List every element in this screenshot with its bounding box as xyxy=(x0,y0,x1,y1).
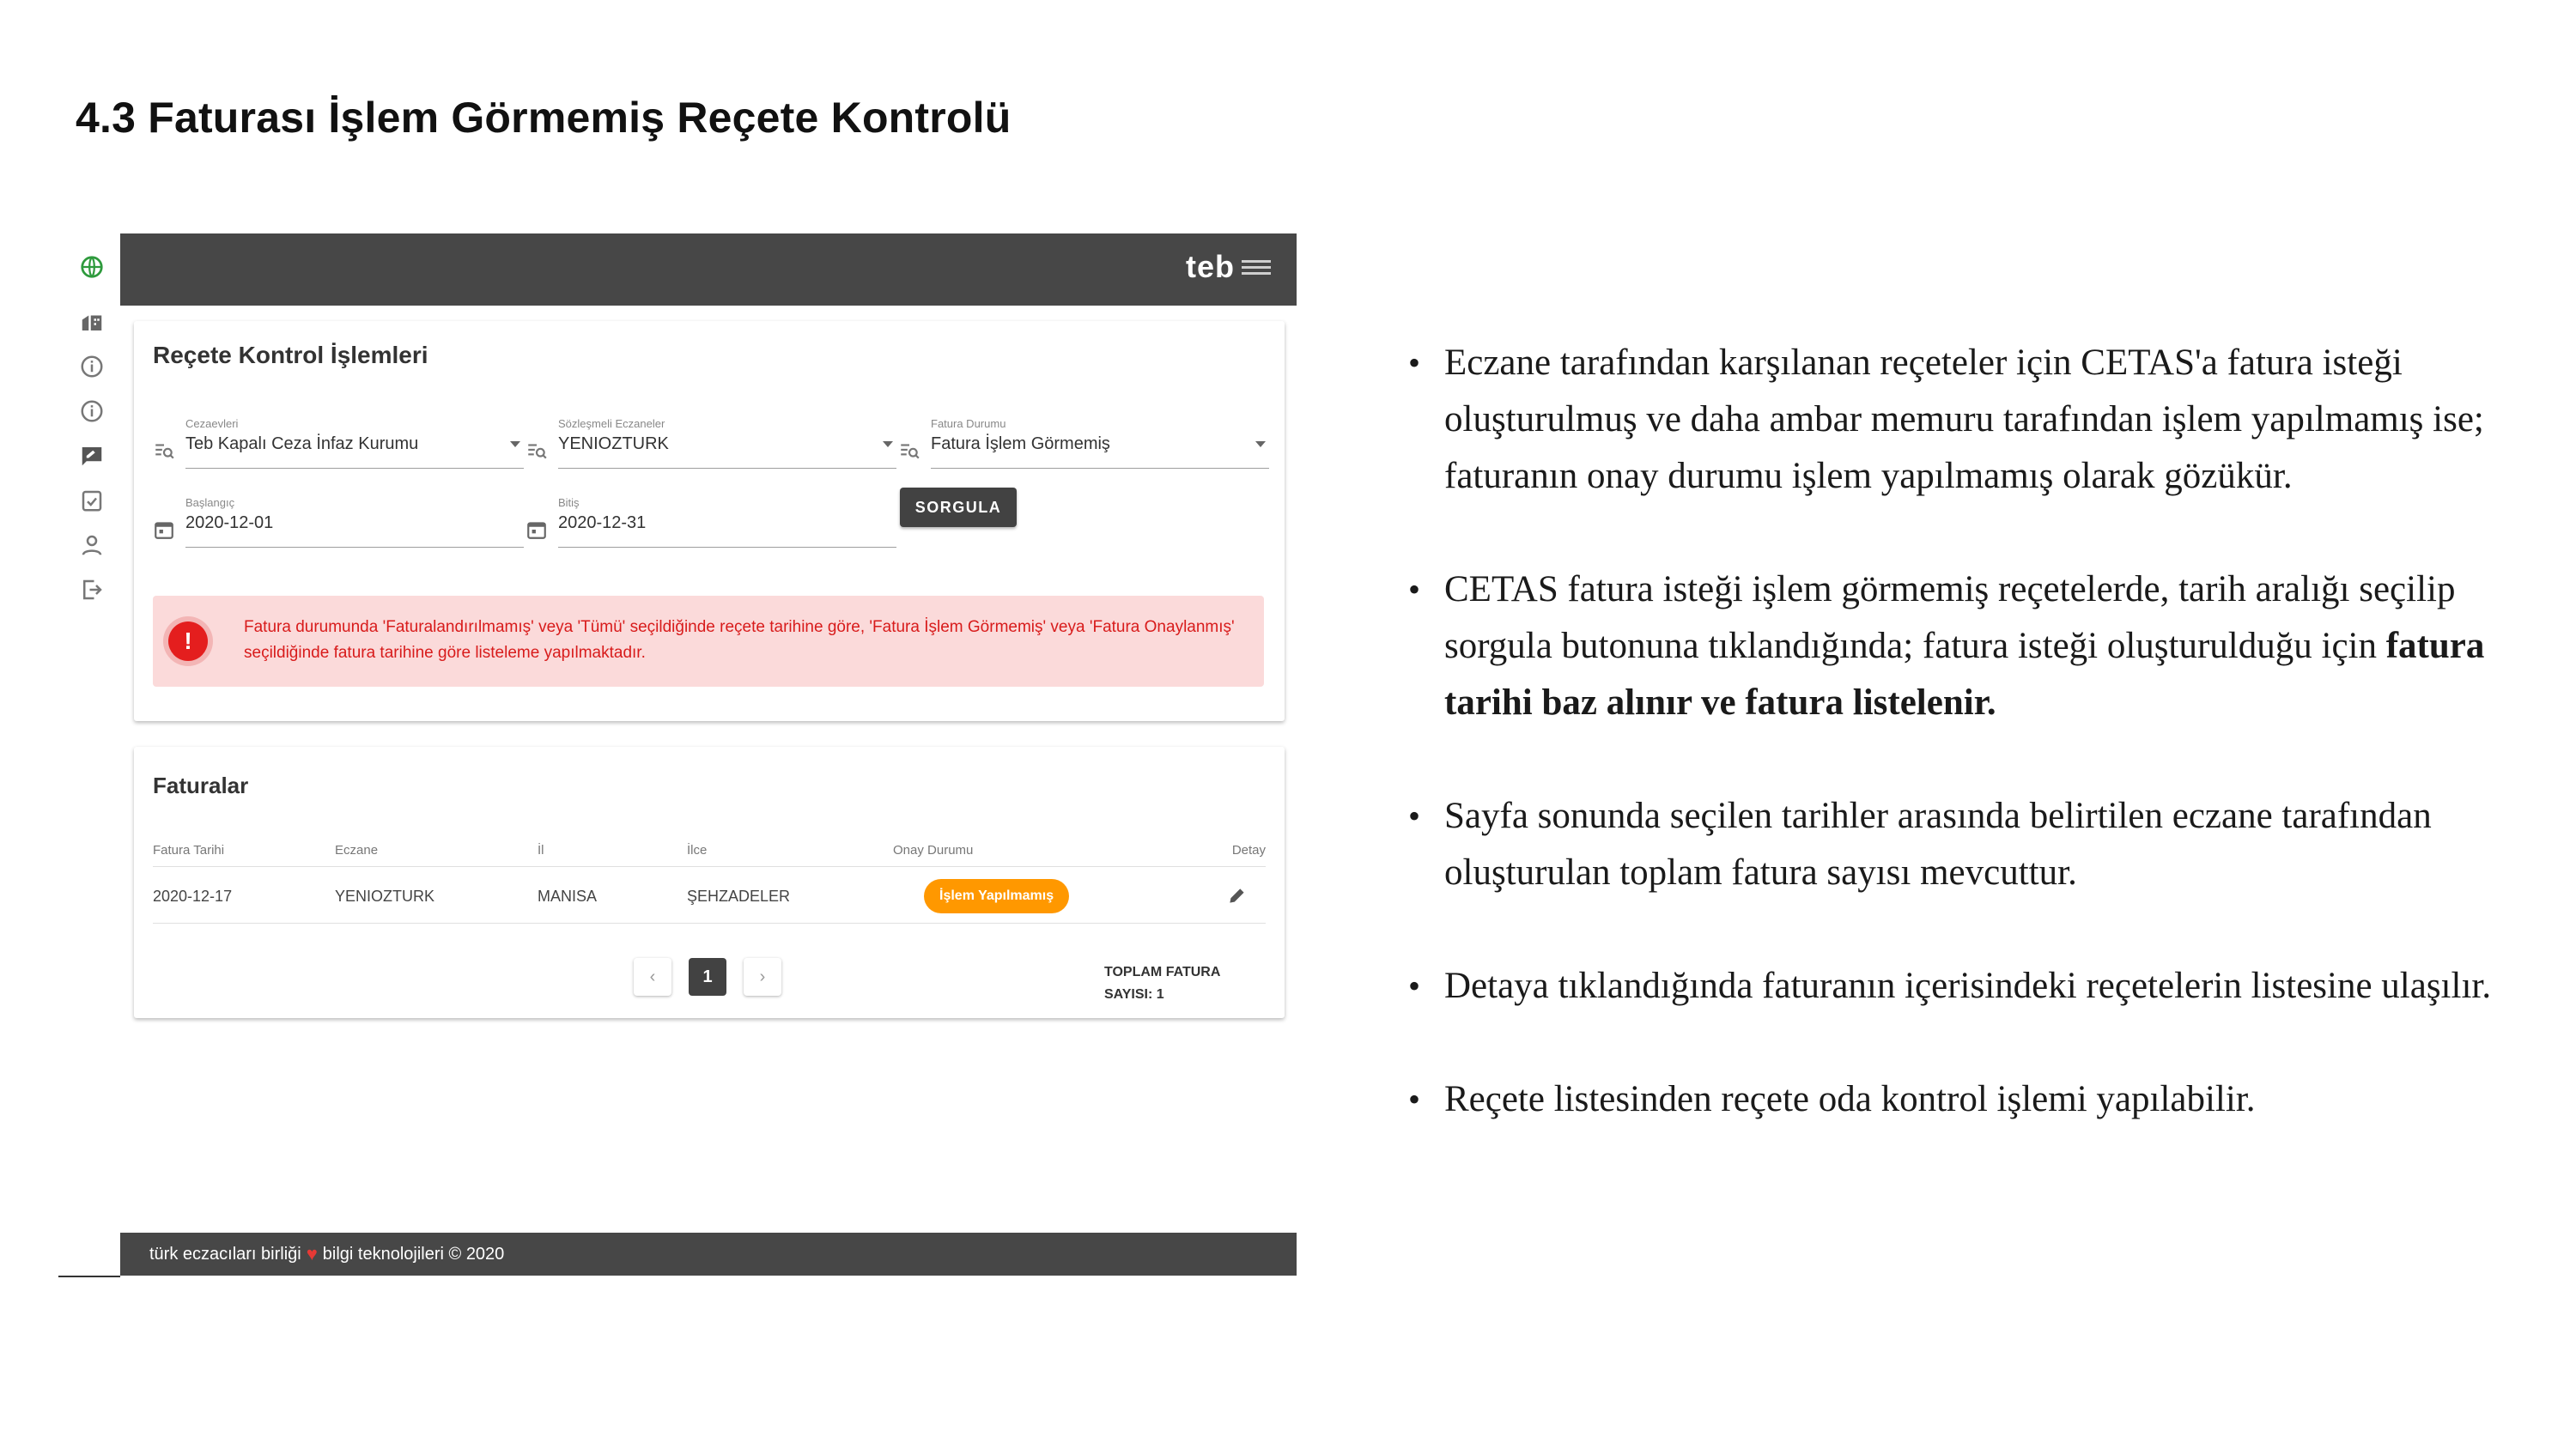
invoice-status-label: Fatura Durumu xyxy=(931,417,1006,430)
calendar-icon xyxy=(526,518,548,541)
query-button[interactable]: SORGULA xyxy=(900,488,1017,527)
info-icon[interactable] xyxy=(77,352,106,381)
table-row[interactable] xyxy=(153,867,1266,924)
app-header xyxy=(120,233,1297,306)
search-list-icon xyxy=(526,440,548,462)
app-footer xyxy=(120,1233,1297,1276)
brand-name: teb xyxy=(1186,249,1235,284)
message-icon[interactable] xyxy=(77,441,106,470)
pagination xyxy=(634,958,781,996)
pharmacy-value: YENIOZTURK xyxy=(558,434,669,453)
table-header xyxy=(153,833,1266,867)
globe-icon[interactable] xyxy=(77,252,106,282)
start-date-field[interactable] xyxy=(153,496,524,548)
filter-card xyxy=(134,321,1285,721)
prison-select[interactable] xyxy=(153,417,524,469)
alert-text: Fatura durumunda 'Faturalandırılmamış' veya 'Tümü' seçildiğinde reçete tarihine göre, 'Fatura İşlem Görmemiş' veya 'Fatura Onaylanmış' seçildiğinde fatura tarihine göre listeleme yapılmaktadır. xyxy=(244,618,1235,662)
user-icon[interactable] xyxy=(77,530,106,560)
cell-district: ŞEHZADELER xyxy=(687,888,791,905)
status-badge: İşlem Yapılmamış xyxy=(924,879,1069,913)
search-list-icon xyxy=(898,440,920,462)
next-page-button[interactable]: › xyxy=(744,958,781,996)
cell-date: 2020-12-17 xyxy=(153,888,233,905)
brand-logo xyxy=(1186,249,1271,285)
info-circle-icon[interactable] xyxy=(77,397,106,426)
building-icon[interactable] xyxy=(77,307,106,336)
prison-value: Teb Kapalı Ceza İnfaz Kurumu xyxy=(185,434,419,453)
checklist-icon[interactable] xyxy=(77,486,106,515)
app-screenshot xyxy=(58,232,1303,1279)
pharmacy-select[interactable] xyxy=(526,417,896,469)
calendar-icon xyxy=(153,518,175,541)
col-invoice-date: Fatura Tarihi xyxy=(153,843,225,858)
start-date-value: 2020-12-01 xyxy=(185,513,274,532)
search-list-icon xyxy=(153,440,175,462)
chevron-down-icon xyxy=(1255,441,1266,447)
info-alert xyxy=(153,596,1264,687)
page-title: Reçete Kontrol İşlemleri xyxy=(153,342,428,368)
error-icon: ! xyxy=(168,621,208,661)
col-district: İlce xyxy=(687,843,708,858)
brand-mark-icon xyxy=(1242,260,1271,275)
start-date-label: Başlangıç xyxy=(185,496,235,509)
end-date-field[interactable] xyxy=(526,496,896,548)
invoices-title: Faturalar xyxy=(153,773,249,798)
total-invoice-count xyxy=(1104,961,1259,1006)
invoice-status-value: Fatura İşlem Görmemiş xyxy=(931,434,1110,453)
bullet-item: • Detaya tıklandığında faturanın içerisindeki reçetelerin listesine ulaşılır. xyxy=(1408,958,2550,1015)
end-date-value: 2020-12-31 xyxy=(558,513,647,532)
pharmacy-label: Sözleşmeli Eczaneler xyxy=(558,417,665,430)
col-city: İl xyxy=(538,843,544,858)
edit-icon[interactable] xyxy=(1226,884,1249,906)
bullet-item: • Eczane tarafından karşılanan reçeteler için CETAS'a fatura isteği oluşturulmuş ve daha ambar memuru tarafından işlem yapılmamış ise; faturanın onay durumu işlem yapılmamış olarak gözükür. xyxy=(1408,335,2550,505)
prev-page-button[interactable]: ‹ xyxy=(634,958,671,996)
bullet-list xyxy=(1408,335,2550,1185)
end-date-label: Bitiş xyxy=(558,496,580,509)
col-pharmacy: Eczane xyxy=(335,843,379,858)
bullet-item: • Reçete listesinden reçete oda kontrol işlemi yapılabilir. xyxy=(1408,1071,2550,1128)
slide-title: 4.3 Faturası İşlem Görmemiş Reçete Kontrolü xyxy=(76,94,1012,142)
bullet-item: • Sayfa sonunda seçilen tarihler arasında belirtilen eczane tarafından oluşturulan toplam fatura sayısı mevcuttur. xyxy=(1408,788,2550,901)
chevron-down-icon xyxy=(883,441,893,447)
logout-icon[interactable] xyxy=(77,575,106,604)
invoices-card xyxy=(134,747,1285,1018)
footer-copyright: bilgi teknolojileri © 2020 xyxy=(322,1244,505,1264)
chevron-down-icon xyxy=(510,441,520,447)
col-detail: Detay xyxy=(1231,843,1266,858)
total-value: SAYISI: 1 xyxy=(1104,987,1164,1002)
cell-pharmacy: YENIOZTURK xyxy=(335,888,435,905)
total-label: TOPLAM FATURA xyxy=(1104,965,1221,979)
col-approval-status: Onay Durumu xyxy=(893,843,974,858)
footer-org: türk eczacıları birliği xyxy=(149,1244,301,1264)
current-page[interactable]: 1 xyxy=(689,958,726,996)
bullet-item: • CETAS fatura isteği işlem görmemiş reçetelerde, tarih aralığı seçilip sorgula butonuna tıklandığında; fatura isteği oluşturulduğu için fatura tarihi baz alınır ve fatura listelenir. xyxy=(1408,561,2550,731)
prison-label: Cezaevleri xyxy=(185,417,239,430)
invoice-status-select[interactable] xyxy=(898,417,1269,469)
cell-city: MANISA xyxy=(538,888,598,905)
heart-icon: ♥ xyxy=(306,1243,318,1264)
